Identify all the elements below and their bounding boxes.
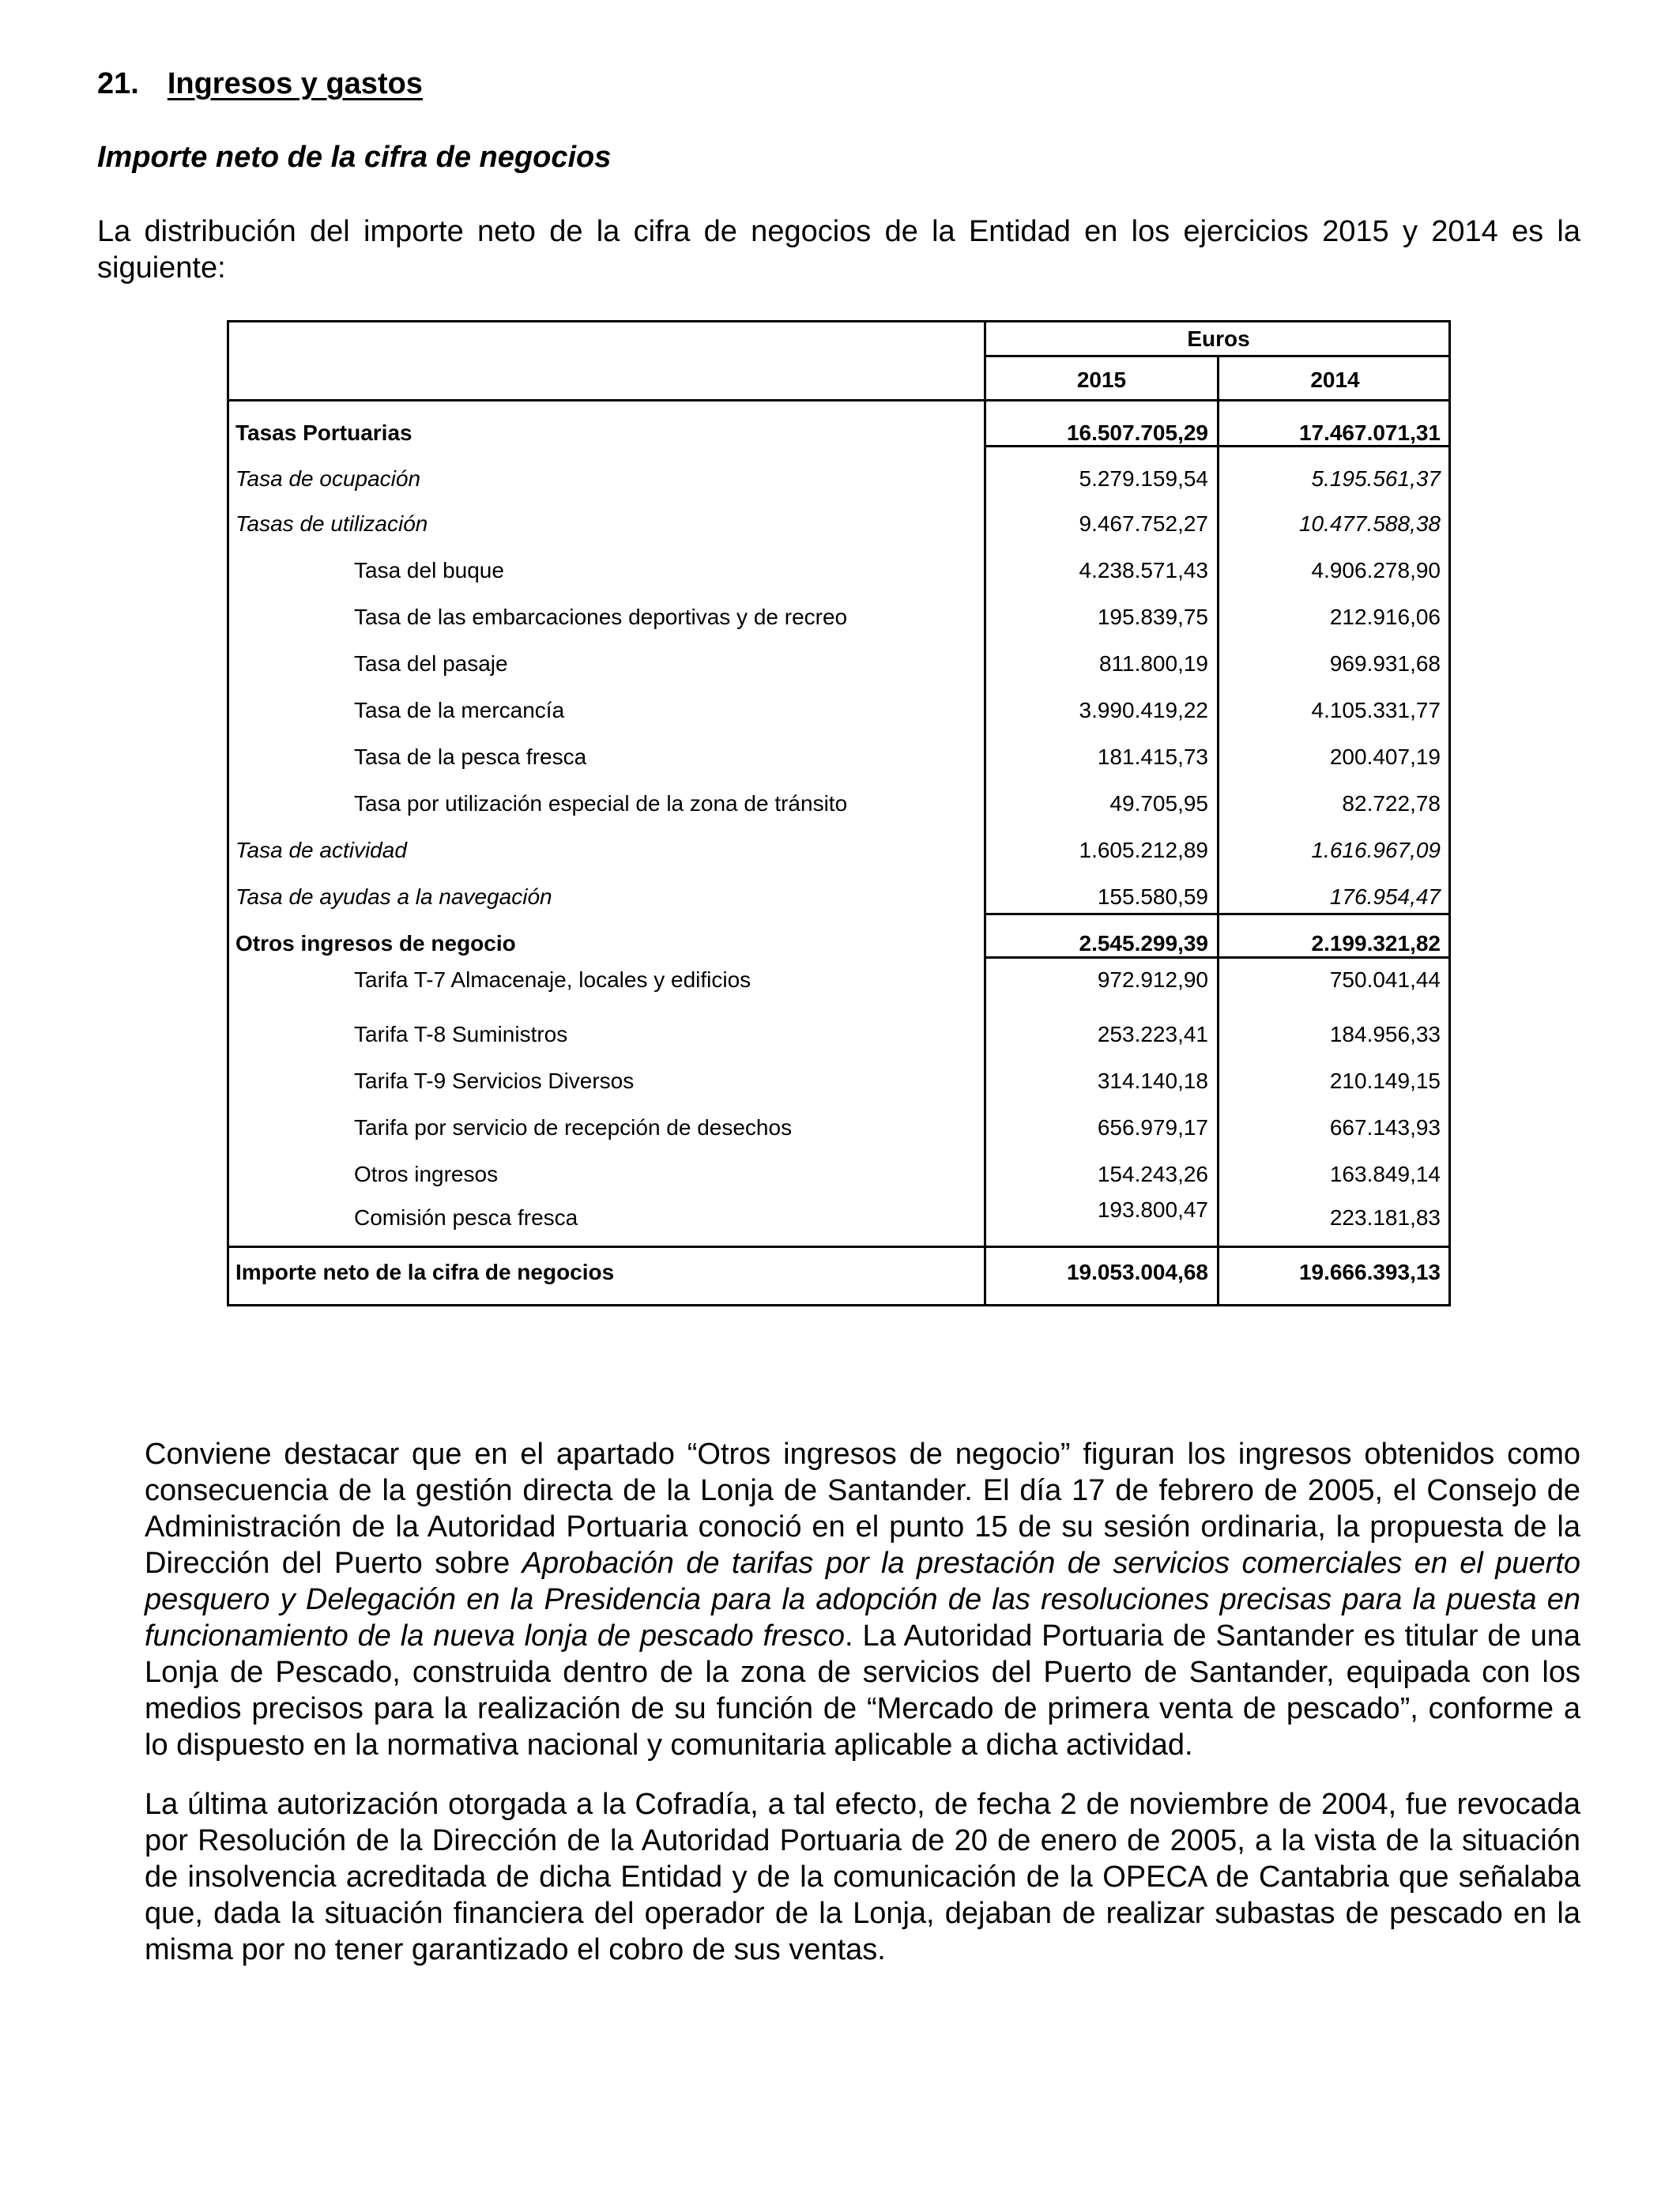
header-2015: 2015 [1076,368,1127,392]
row-value-2014: 17.467.071,31 [1298,420,1441,445]
paragraph-1-italic: Aprobación de tarifas por la prestación de servicios comerciales en el puerto pesquero y Delegación en la Presidencia para la adopción de las resoluciones precisas para la puesta en funcionamiento de la nueva lonja de pescado fresco [145,1547,1580,1653]
body-paragraph-2: La última autorización otorgada a la Cofradía, a tal efecto, de fecha 2 de noviembre de 2004, fue revocada por Resolución de la Dirección de la Autoridad Portuaria de 20 de enero de 2005, a la vista de la situación de insolvencia acreditada de dicha Entidad y de la comunicación de la OPECA de Cantabria que señalaba que, dada la situación financiera del operador de la Lonja, dejaban de realizar subastas de pescado en la misma por no tener garantizado el cobro de sus ventas. [145,1788,1580,1966]
row-label: Tasa de actividad [235,838,407,862]
row-label: Tasa de las embarcaciones deportivas y de recreo [354,605,848,629]
row-value-2014: 210.149,15 [1329,1069,1441,1093]
row-value-2014: 4.105.331,77 [1311,698,1441,722]
row-value-2015: 1.605.212,89 [1079,838,1208,862]
row-value-2014: 5.195.561,37 [1311,466,1441,491]
row-label: Tarifa T-8 Suministros [354,1022,568,1046]
row-value-2015: 314.140,18 [1097,1069,1208,1093]
paragraph-1-part-1: Conviene destacar que en el apartado “Otros ingresos de negocio” figuran los ingresos obtenidos como consecuencia de la gestión directa de la Lonja de Santander. El día 17 de febrero de 2005, el Consejo de Administración de la Autoridad Portuaria conoció en el punto 15 de su sesión ordinaria, la propuesta de la Dirección del Puerto sobre [145,1438,1580,1580]
row-value-2015: 154.243,26 [1097,1162,1208,1186]
row-value-2014: 4.906.278,90 [1311,558,1441,582]
header-2014: 2014 [1310,368,1360,392]
row-value-2014: 2.199.321,82 [1311,931,1441,956]
row-value-2015: 3.990.419,22 [1079,698,1208,722]
row-value-2014: 212.916,06 [1329,605,1441,629]
row-label: Comisión pesca fresca [354,1205,578,1230]
row-value-2014: 969.931,68 [1329,651,1441,676]
row-value-2015: 811.800,19 [1098,651,1208,676]
row-value-2015: 181.415,73 [1097,745,1208,769]
row-value-2015: 5.279.159,54 [1079,466,1208,491]
table-subtotal-line-2 [984,913,1451,915]
row-value-2014: 10.477.588,38 [1298,511,1441,536]
table-total-line [229,1246,1451,1248]
body-paragraph-1 [145,1436,1580,1763]
row-value-2015: 195.839,75 [1097,605,1208,629]
row-label: Tasa del pasaje [354,651,508,676]
row-value-2015: 193.800,47 [1097,1197,1208,1222]
row-value-2014: 184.956,33 [1329,1022,1441,1046]
intro-paragraph: La distribución del importe neto de la cifra de negocios de la Entidad en los ejercicios 2015 y 2014 es la siguiente: [97,215,1580,285]
row-label: Tasas de utilización [235,511,428,536]
row-value-2014: 19.666.393,13 [1298,1260,1441,1284]
row-value-2015: 49.705,95 [1109,791,1208,816]
row-value-2014: 750.041,44 [1329,967,1441,992]
row-value-2015: 656.979,17 [1097,1115,1208,1140]
table-col-divider-1 [984,322,986,1304]
section-title [97,65,423,103]
row-value-2014: 223.181,83 [1329,1205,1441,1230]
row-value-2015: 9.467.752,27 [1079,511,1208,536]
row-label: Tasas Portuarias [235,420,412,445]
row-value-2014: 176.954,47 [1329,884,1441,909]
section-title-text: Ingresos y gastos [167,67,423,100]
row-label: Tasa de la pesca fresca [354,745,587,769]
row-label: Tarifa T-7 Almacenaje, locales y edificios [354,967,751,992]
row-value-2015: 2.545.299,39 [1079,931,1208,956]
subheading: Importe neto de la cifra de negocios [97,141,612,174]
row-value-2014: 82.722,78 [1342,791,1441,816]
row-label: Tasa por utilización especial de la zona de tránsito [354,791,848,816]
paragraph-1-part-2: . La Autoridad Portuaria de Santander es titular de una Lonja de Pescado, construida dentro de la zona de servicios del Puerto de Santander, equipada con los medios precisos para la realización de su función de “Mercado de primera venta de pescado”, conforme a lo dispuesto en la normativa nacional y comunitaria aplicable a dicha actividad. [145,1619,1580,1762]
row-label: Tasa del buque [354,558,504,582]
section-number: 21. [97,67,139,100]
row-label: Tasa de la mercancía [354,698,565,722]
revenue-table [227,320,1451,1306]
row-value-2014: 200.407,19 [1329,745,1441,769]
row-label: Otros ingresos [354,1162,499,1186]
row-value-2015: 155.580,59 [1097,884,1208,909]
row-value-2015: 19.053.004,68 [1066,1260,1208,1284]
table-header-divider-1 [984,355,1451,357]
row-label: Tarifa T-9 Servicios Diversos [354,1069,635,1093]
row-value-2015: 253.223,41 [1097,1022,1208,1046]
row-value-2015: 16.507.705,29 [1066,420,1208,445]
header-euros: Euros [1187,326,1250,351]
row-value-2015: 4.238.571,43 [1079,558,1208,582]
row-label: Tarifa por servicio de recepción de desechos [354,1115,793,1140]
row-label: Tasa de ayudas a la navegación [235,884,552,909]
row-value-2015: 972.912,90 [1097,967,1208,992]
table-header-divider-2 [229,399,1451,401]
row-label: Otros ingresos de negocio [235,931,516,956]
row-value-2014: 1.616.967,09 [1311,838,1441,862]
row-value-2014: 163.849,14 [1329,1162,1441,1186]
row-label: Importe neto de la cifra de negocios [235,1260,615,1284]
table-col-divider-2 [1217,357,1219,1304]
row-label: Tasa de ocupación [235,466,421,491]
row-value-2014: 667.143,93 [1329,1115,1441,1140]
